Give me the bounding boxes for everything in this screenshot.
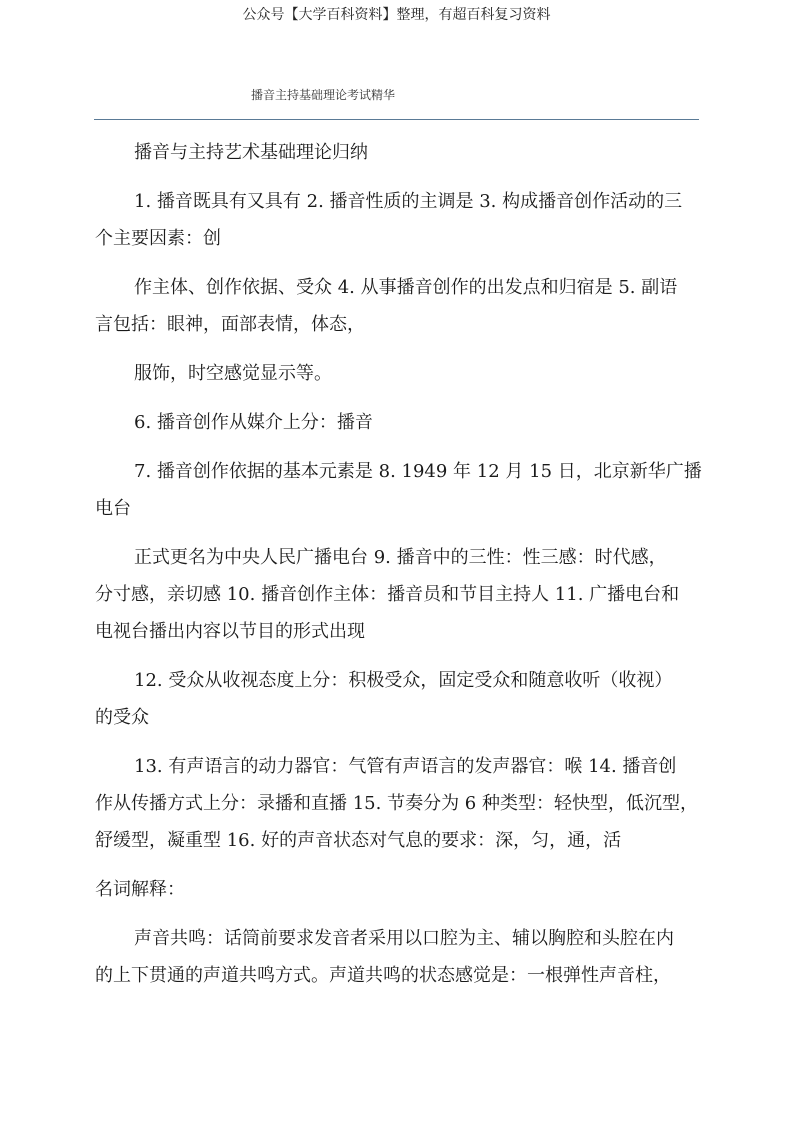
paragraph	[95, 871, 705, 908]
text-line: 6. 播音创作从媒介上分：播音	[134, 412, 373, 433]
text-line: 电视台播出内容以节目的形式出现	[95, 621, 365, 642]
text-line: 1. 播音既具有又具有 2. 播音性质的主调是 3. 构成播音创作活动的三	[134, 191, 683, 212]
text-line: 的受众	[95, 707, 149, 728]
paragraph	[95, 539, 705, 650]
paragraph	[95, 920, 705, 994]
paragraph	[95, 355, 705, 392]
paragraph	[95, 662, 705, 736]
text-line: 名词解释：	[95, 879, 185, 900]
text-line: 13. 有声语言的动力器官：气管有声语言的发声器官：喉 14. 播音创	[134, 756, 677, 777]
paragraph	[95, 404, 705, 441]
document-body	[95, 134, 705, 1006]
top-note: 公众号【大学百科资料】整理，有超百科复习资料	[242, 7, 551, 23]
paragraph	[95, 183, 705, 257]
paragraph	[95, 269, 705, 343]
text-line: 个主要因素：创	[95, 228, 221, 249]
text-line: 言包括：眼神，面部表情，体态，	[95, 314, 365, 335]
paragraph	[95, 748, 705, 859]
text-line: 7. 播音创作依据的基本元素是 8. 1949 年 12 月 15 日，北京新华广播	[134, 461, 702, 482]
text-line: 作从传播方式上分：录播和直播 15. 节奏分为 6 种类型：轻快型，低沉型，	[95, 793, 698, 814]
paragraph	[95, 453, 705, 527]
text-line: 播音与主持艺术基础理论归纳	[134, 142, 368, 163]
text-line: 服饰，时空感觉显示等。	[134, 363, 332, 384]
text-line: 分寸感，亲切感 10. 播音创作主体：播音员和节目主持人 11. 广播电台和	[95, 584, 680, 605]
text-line: 舒缓型，凝重型 16. 好的声音状态对气息的要求：深，匀，通，活	[95, 830, 622, 851]
page-header: 播音主持基础理论考试精华	[251, 88, 396, 102]
text-line: 声音共鸣：话筒前要求发音者采用以口腔为主、辅以胸腔和头腔在内	[134, 928, 674, 949]
document-title	[95, 134, 705, 171]
text-line: 12. 受众从收视态度上分：积极受众，固定受众和随意收听（收视）	[134, 670, 673, 691]
text-line: 电台	[95, 498, 131, 519]
text-line: 作主体、创作依据、受众 4. 从事播音创作的出发点和归宿是 5. 副语	[134, 277, 678, 298]
text-line: 的上下贯通的声道共鸣方式。声道共鸣的状态感觉是：一根弹性声音柱，	[95, 965, 671, 986]
header-divider	[94, 119, 699, 120]
text-line: 正式更名为中央人民广播电台 9. 播音中的三性：性三感：时代感，	[134, 547, 667, 568]
